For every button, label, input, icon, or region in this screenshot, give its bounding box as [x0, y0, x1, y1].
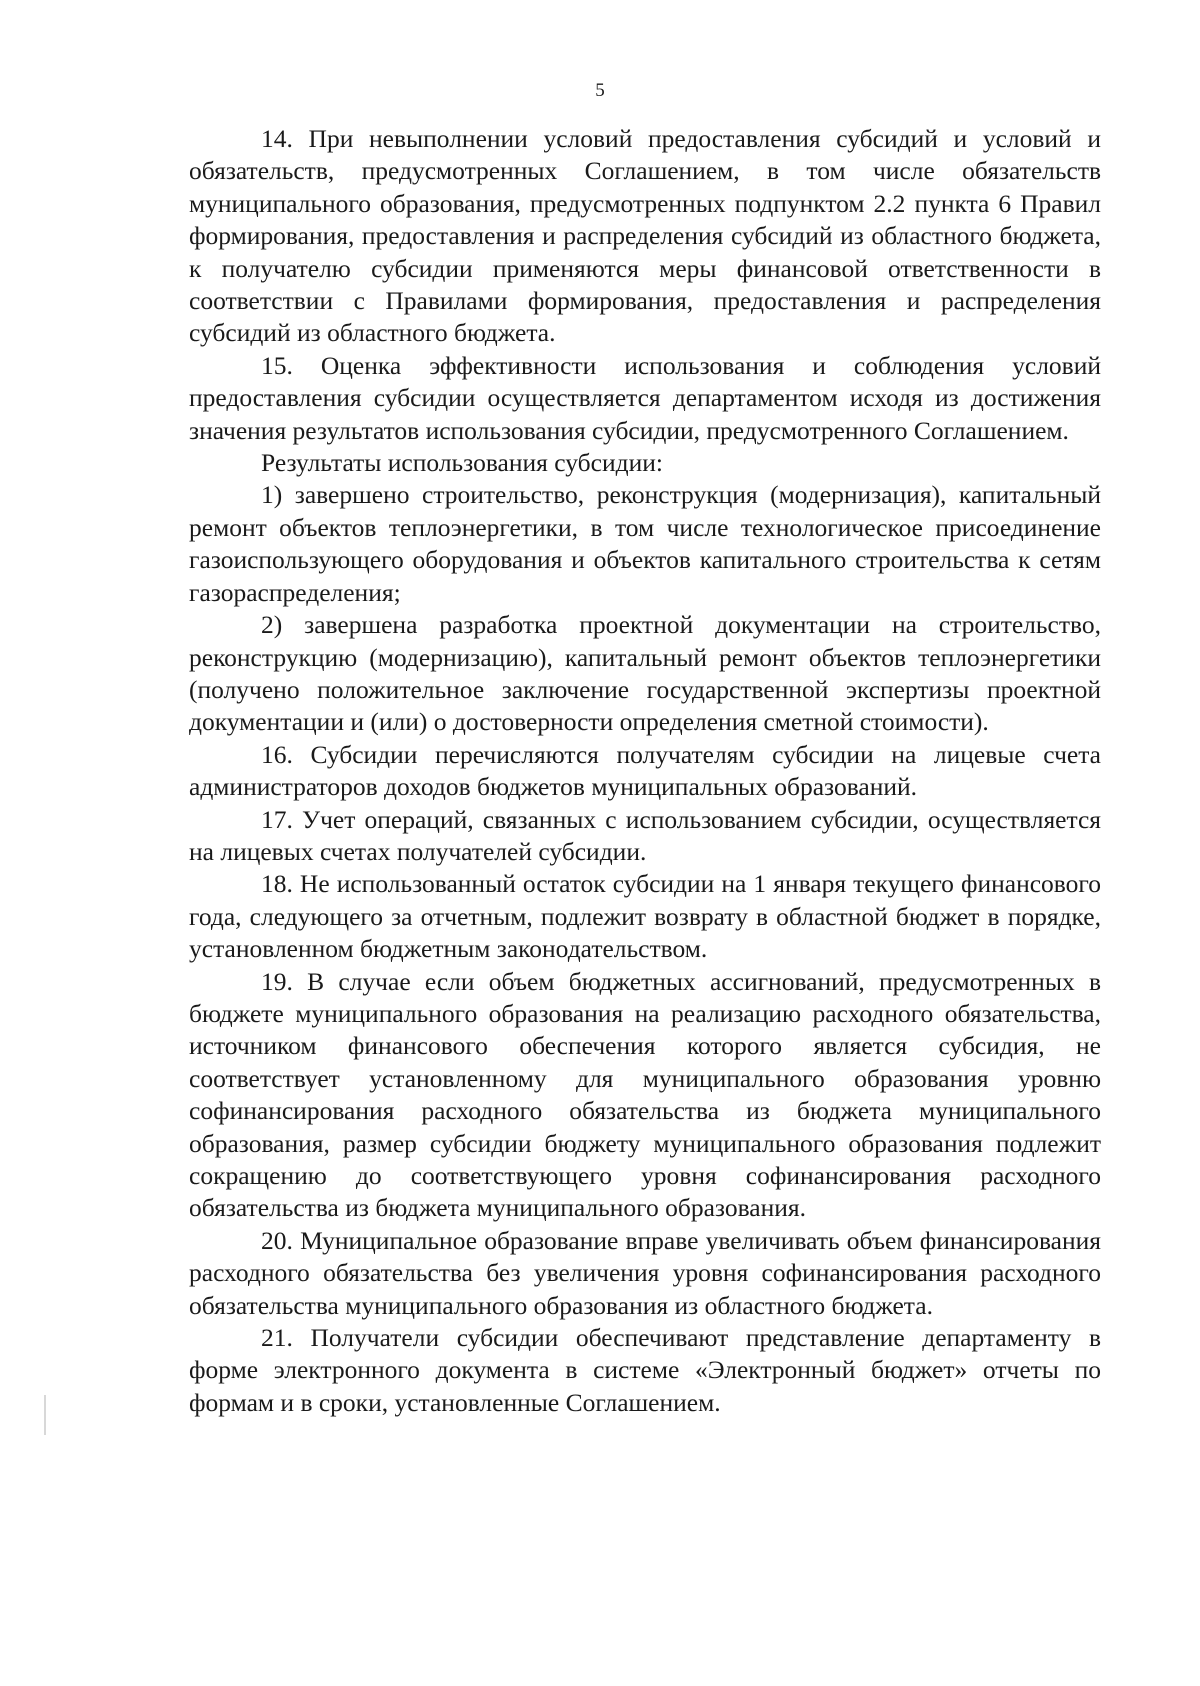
scan-edge-mark	[44, 1395, 46, 1435]
paragraph-20: 20. Муниципальное образование вправе увеличивать объем финансирования расходного обязательства без увеличения уровня софинансирования расходного обязательства муниципального образования из областного бюджета.	[189, 1225, 1101, 1320]
paragraph-15: 15. Оценка эффективности использования и соблюдения условий предоставления субсидии осуществляется департаментом исходя из достижения значения результатов использования субсидии, предусмотренного Соглашением.	[189, 350, 1101, 445]
paragraph-19: 19. В случае если объем бюджетных ассигнований, предусмотренных в бюджете муниципального образования на реализацию расходного обязательства, источником финансового обеспечения которого является субсидия, не соответствует установленному для муниципального образования уровню софинансирования расходного обязательства из бюджета муниципального образования, размер субсидии бюджету муниципального образования подлежит сокращению до соответствующего уровня софинансирования расходного обязательства из бюджета муниципального образования.	[189, 966, 1101, 1223]
paragraph-18: 18. Не использованный остаток субсидии на 1 января текущего финансового года, следующего за отчетным, подлежит возврату в областной бюджет в порядке, установленном бюджетным законодательством.	[189, 869, 1101, 964]
paragraph-17: 17. Учет операций, связанных с использованием субсидии, осуществляется на лицевых счетах получателей субсидии.	[189, 804, 1101, 866]
document-body	[189, 123, 1101, 1419]
paragraph-21: 21. Получатели субсидии обеспечивают представление департаменту в форме электронного документа в системе «Электронный бюджет» отчеты по формам и в сроки, установленные Соглашением.	[189, 1323, 1101, 1417]
result-item-1: 1) завершено строительство, реконструкция (модернизация), капитальный ремонт объектов теплоэнергетики, в том числе технологическое присоединение газоиспользующего оборудования и объектов капитального строительства к сетям газораспределения;	[189, 480, 1101, 607]
page-number: 5	[595, 80, 605, 101]
results-heading: Результаты использования субсидии:	[261, 448, 663, 478]
paragraph-14: 14. При невыполнении условий предоставления субсидий и условий и обязательств, предусмотренных Соглашением, в том числе обязательств муниципального образования, предусмотренных подпунктом 2.2 пункта 6 Правил формирования, предоставления и распределения субсидий из областного бюджета, к получателю субсидии применяются меры финансовой ответственности в соответствии с Правилами формирования, предоставления и распределения субсидий из областного бюджета.	[189, 124, 1101, 348]
paragraph-16: 16. Субсидии перечисляются получателям субсидии на лицевые счета администраторов доходов бюджетов муниципальных образований.	[189, 739, 1101, 802]
result-item-2: 2) завершена разработка проектной документации на строительство, реконструкцию (модернизацию), капитальный ремонт объектов теплоэнергетики (получено положительное заключение государственной экспертизы проектной документации и (или) о достоверности определения сметной стоимости).	[189, 610, 1101, 737]
